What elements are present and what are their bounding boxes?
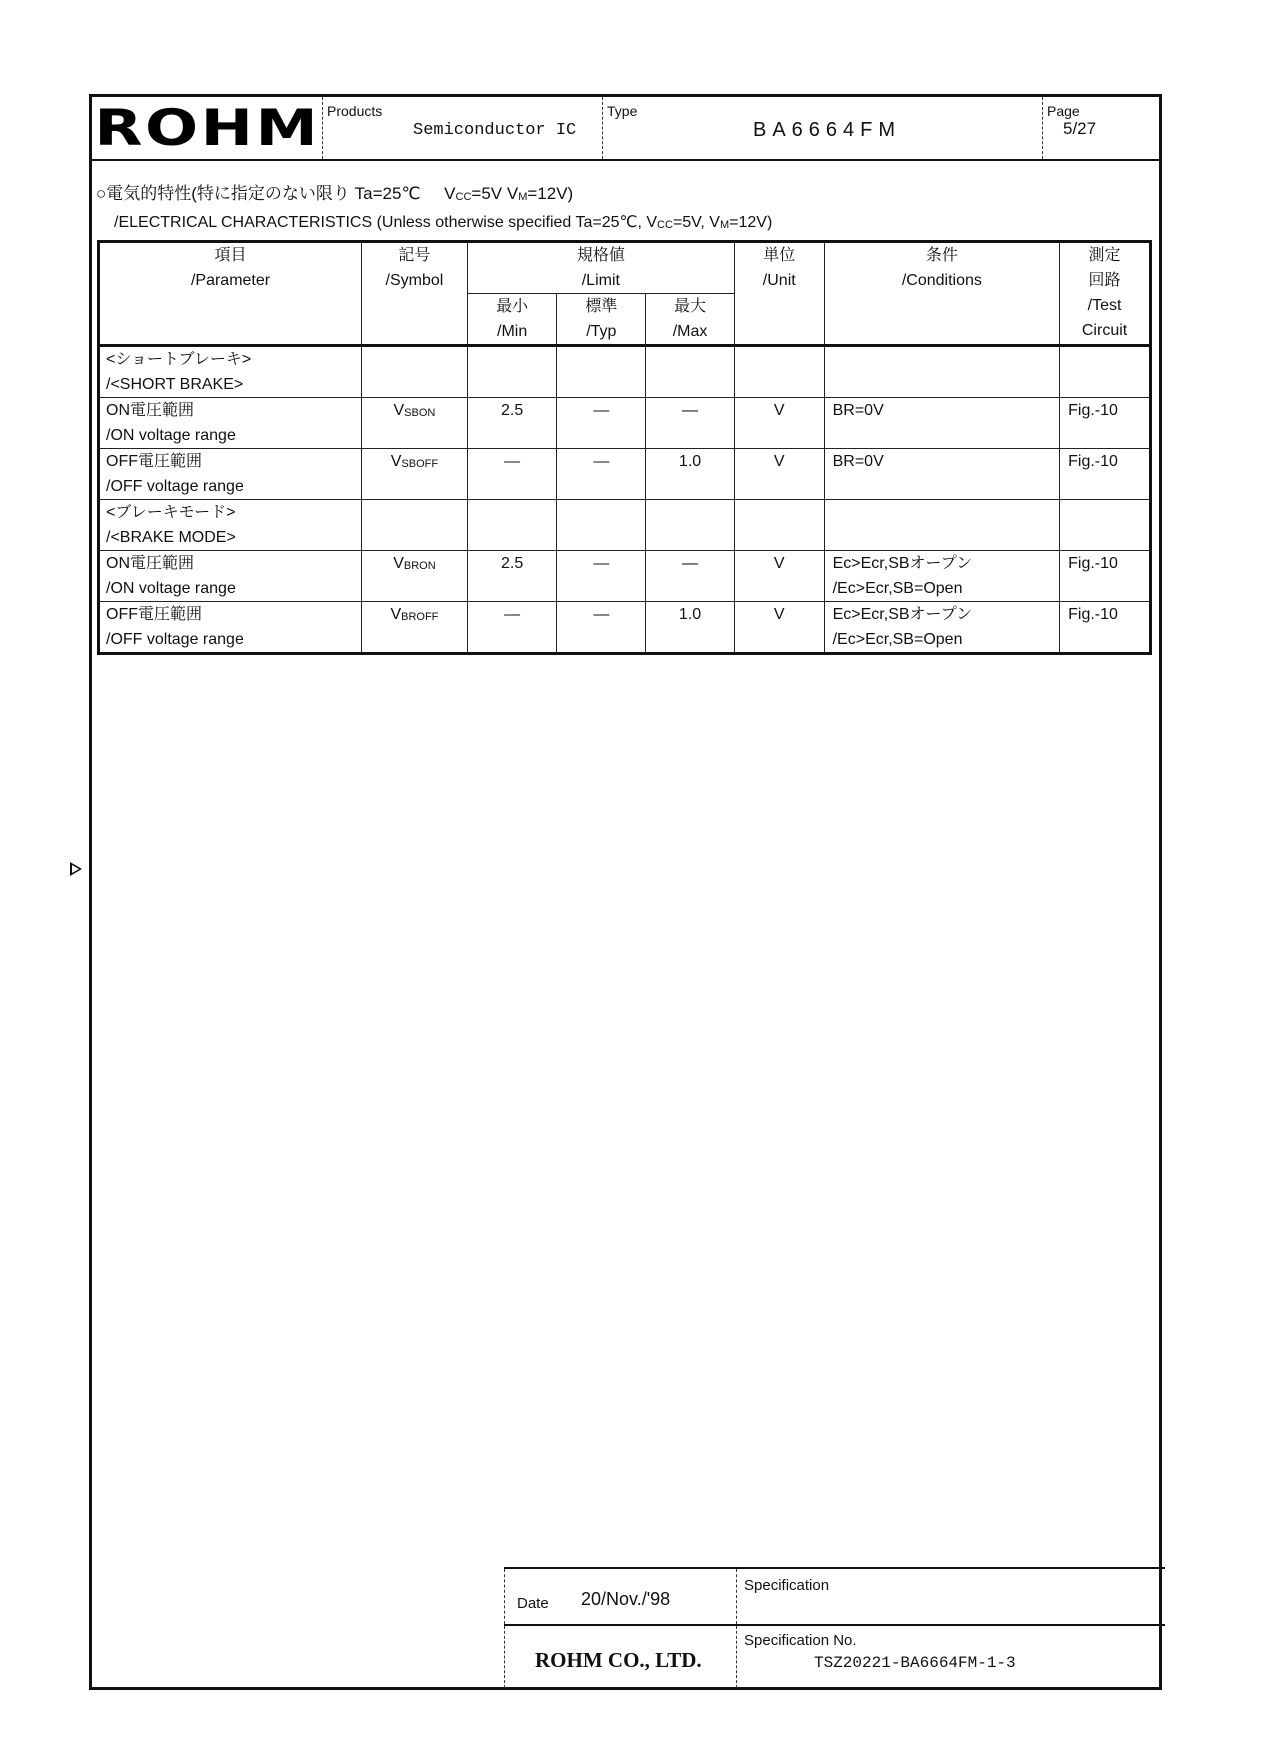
spec-no-value: TSZ20221-BA6664FM-1-3: [814, 1654, 1016, 1672]
conditions: Ec>Ecr,SBオープン /Ec>Ecr,SB=Open: [824, 602, 1060, 654]
table-row-short-brake-heading: [99, 346, 1151, 398]
symbol: VBRON: [362, 551, 468, 602]
header-max: 最大 /Max: [646, 294, 735, 346]
section-title: [96, 179, 772, 232]
type-label: Type: [607, 103, 638, 119]
typ-value: —: [557, 398, 646, 449]
logo-text: ROHM: [94, 99, 320, 157]
test-circuit: Fig.-10: [1060, 449, 1151, 500]
conditions: BR=0V: [824, 398, 1060, 449]
param-jp: ON電圧範囲: [106, 402, 195, 419]
test-circuit: Fig.-10: [1060, 602, 1151, 654]
products-cell: [322, 97, 602, 159]
param-jp: <ブレーキモード>: [106, 504, 236, 521]
vcc-sub-en: CC: [657, 219, 673, 231]
document-header: [92, 97, 1159, 161]
param-en: /OFF voltage range: [106, 478, 244, 495]
symbol: VSBOFF: [362, 449, 468, 500]
max-value: —: [646, 551, 735, 602]
page-number: 5/27: [1063, 119, 1097, 138]
min-value: —: [467, 449, 557, 500]
table-row: [99, 602, 1151, 654]
unit: V: [734, 449, 824, 500]
typ-value: —: [557, 551, 646, 602]
title-en-mid: =5V, V: [672, 214, 720, 231]
page-cell: [1042, 97, 1162, 159]
type-value: BA6664FM: [753, 119, 902, 141]
min-value: 2.5: [467, 551, 557, 602]
param-en: /<BRAKE MODE>: [106, 529, 236, 546]
title-en-end: =12V): [729, 214, 773, 231]
param-jp: ON電圧範囲: [106, 555, 195, 572]
typ-value: —: [557, 449, 646, 500]
table-row: [99, 449, 1151, 500]
margin-marker-icon: [70, 862, 82, 876]
param-en: /OFF voltage range: [106, 631, 244, 648]
param-jp: OFF電圧範囲: [106, 453, 202, 470]
vm-sub-en: M: [719, 219, 730, 231]
date-value: 20/Nov./'98: [581, 1589, 671, 1609]
conditions: BR=0V: [824, 449, 1060, 500]
title-en-text: /ELECTRICAL CHARACTERISTICS (Unless otherwise specified Ta=25℃, V: [114, 214, 658, 231]
header-test-circuit: 測定 回路 /Test Circuit: [1060, 242, 1151, 346]
max-value: —: [646, 398, 735, 449]
vcc-symbol: V: [444, 184, 456, 203]
rohm-logo: [92, 97, 322, 159]
symbol: VSBON: [362, 398, 468, 449]
conditions: Ec>Ecr,SBオープン /Ec>Ecr,SB=Open: [824, 551, 1060, 602]
footer-company-row: [504, 1626, 1165, 1688]
vcc-sub: CC: [455, 191, 472, 203]
param-en: /<SHORT BRAKE>: [106, 376, 244, 393]
section-title-en: [114, 212, 772, 232]
specification-label: Specification: [744, 1577, 830, 1594]
type-cell: [602, 97, 1042, 159]
date-cell: [504, 1569, 737, 1624]
typ-value: —: [557, 602, 646, 654]
section-title-jp: [96, 179, 772, 204]
param-en: /ON voltage range: [106, 427, 236, 444]
table-row: [99, 398, 1151, 449]
header-limit: 規格値 /Limit: [467, 242, 734, 294]
title-jp-text: ○電気的特性(特に指定のない限り Ta=25℃: [96, 184, 421, 203]
document-footer: [504, 1567, 1165, 1688]
spec-no-label: Specification No.: [744, 1632, 857, 1649]
max-value: 1.0: [646, 602, 735, 654]
header-parameter: 項目 /Parameter: [99, 242, 362, 346]
unit: V: [734, 551, 824, 602]
min-value: 2.5: [467, 398, 557, 449]
test-circuit: Fig.-10: [1060, 398, 1151, 449]
header-unit: 単位 /Unit: [734, 242, 824, 346]
param-jp: <ショートブレーキ>: [106, 351, 252, 368]
max-value: 1.0: [646, 449, 735, 500]
min-value: —: [467, 602, 557, 654]
symbol: VBROFF: [362, 602, 468, 654]
header-typ: 標準 /Typ: [557, 294, 646, 346]
footer-date-row: [504, 1569, 1165, 1626]
header-min: 最小 /Min: [467, 294, 557, 346]
test-circuit: Fig.-10: [1060, 551, 1151, 602]
header-symbol: 記号 /Symbol: [362, 242, 468, 346]
page-label: Page: [1047, 103, 1080, 119]
products-label: Products: [327, 103, 383, 119]
table-row-brake-mode-heading: [99, 500, 1151, 551]
vcc-value: =5V V: [471, 184, 519, 203]
products-value: Semiconductor IC: [413, 121, 577, 140]
electrical-characteristics-table: [97, 240, 1152, 655]
param-en: /ON voltage range: [106, 580, 236, 597]
table-row: [99, 551, 1151, 602]
vm-sub: M: [518, 191, 528, 203]
date-label: Date: [517, 1595, 549, 1612]
vm-value: =12V): [527, 184, 574, 203]
unit: V: [734, 602, 824, 654]
company-cell: [504, 1626, 737, 1688]
company-name: ROHM CO., LTD.: [535, 1648, 702, 1672]
document-frame: [89, 94, 1162, 1690]
header-conditions: 条件 /Conditions: [824, 242, 1060, 346]
param-jp: OFF電圧範囲: [106, 606, 202, 623]
unit: V: [734, 398, 824, 449]
